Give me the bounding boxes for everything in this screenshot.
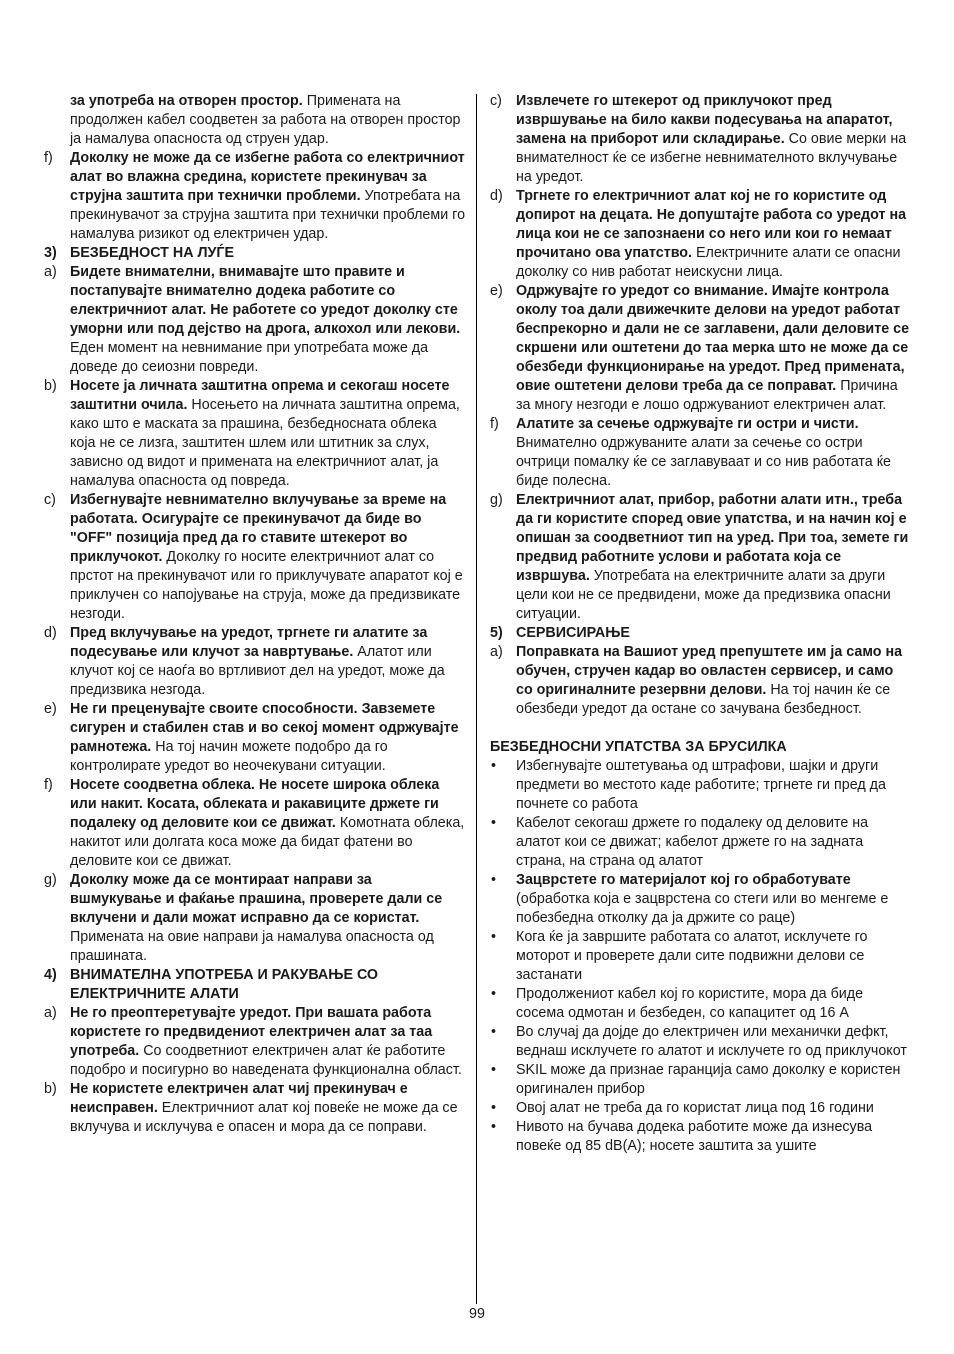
list-item: [44, 377, 466, 491]
item-marker: b): [44, 1081, 57, 1097]
item-bold-text: Избегнувајте невнимателно вклучување за време на работата. Осигурајте се прекинувачот да биде во "OFF" позиција пред да го ставите штекерот во приклучокот.: [70, 492, 447, 565]
item-marker: c): [490, 93, 502, 109]
item-text: На тој начин ќе се обезбеди уредот да остане со зачувана безбедност.: [516, 682, 891, 717]
item-text: Продолжениот кабел кој го користите, мора да биде сосема одмотан и безбеден, со капацитет од 16 A: [516, 986, 864, 1021]
section-gap: [490, 719, 912, 738]
bullet-item: [490, 871, 912, 928]
item-text: На тој начин можете подобро да го контролирате уредот во неочекувани ситуации.: [70, 739, 388, 774]
bullet-marker: •: [491, 815, 497, 831]
item-text: Кабелот секогаш држете го подалеку од деловите на алатот кои се движат; кабелот држете го на задната страна, на страна од алатот: [516, 815, 869, 869]
continued-paragraph: [44, 92, 466, 149]
item-text: Електричните алати се опасни доколку со нив работат неискусни лица.: [516, 245, 901, 280]
item-text: Кога ќе ја завршите работата со алатот, исклучете го моторот и проверете дали сите подвижни делови се застанати: [516, 929, 868, 983]
item-text: Употребата на прекинувачот за струјна заштита при технички проблеми го намалува ризикот од електричен удар.: [70, 188, 466, 242]
item-text: SKIL може да признае гаранција само доколку е користен оригинален прибор: [516, 1062, 901, 1097]
heading-text: СЕРВИСИРАЊЕ: [516, 625, 630, 641]
list-item: [44, 1080, 466, 1137]
item-text: Примената на продолжен кабел соодветен за работа на отворен простор ја намалува опасноста од струен удар.: [70, 93, 461, 147]
bullet-marker: •: [491, 986, 497, 1002]
item-text: Нивото на бучава додека работите може да изнесува повеќе од 85 dB(A); носете заштита за ушите: [516, 1119, 873, 1154]
item-text: Со соодветниот електричен алат ќе работите подобро и посигурно во наведената функционална област.: [70, 1043, 462, 1078]
item-marker: f): [490, 416, 499, 432]
bullet-marker: •: [491, 872, 497, 888]
item-marker: g): [490, 492, 503, 508]
item-text: Носењето на личната заштитна опрема, како што е маската за прашина, безбедносната облека која не се лизга, заштитен шлем или штитник за слух, зависно од видот и примената на електричниот алат, ја намалува опасноста од повреда.: [70, 397, 460, 489]
item-bold-text: Пред вклучување на уредот, тргнете ги алатите за подесување или клучот за навртување.: [70, 625, 428, 660]
bullet-item: [490, 814, 912, 871]
item-text: Електричниот алат кој повеќе не може да се вклучува и исклучува е опасен и мора да се поправи.: [70, 1100, 458, 1135]
item-marker: f): [44, 150, 53, 166]
item-marker: a): [490, 644, 503, 660]
section-heading: [44, 966, 466, 1004]
item-text: Овој алат не треба да го користат лица под 16 години: [516, 1100, 874, 1116]
item-bold-text: Не го преоптеретувајте уредот. При вашата работа користете го предвидениот електричен алат за таа употреба.: [70, 1005, 433, 1059]
bullet-item: [490, 1118, 912, 1156]
item-text: Еден момент на невнимание при употребата може да доведе до сеиозни повреди.: [70, 340, 429, 375]
item-marker: d): [44, 625, 57, 641]
list-item: [490, 643, 912, 719]
section-title-text: БЕЗБЕДНОСНИ УПАТСТВА ЗА БРУСИЛКА: [490, 739, 787, 755]
bullet-marker: •: [491, 929, 497, 945]
heading-text: БЕЗБЕДНОСТ НА ЛУЃЕ: [70, 245, 235, 261]
bullet-marker: •: [491, 1024, 497, 1040]
bullet-marker: •: [491, 1119, 497, 1135]
item-text: Доколку го носите електричниот алат со прстот на прекинувачот или го приклучувате апаратот кој е приклучен со напојување на струја, може да предизвикате незгоди.: [70, 549, 463, 622]
item-bold-text: Тргнете го електричниот алат кој не го користите од допирот на децата. Не допуштајте работа со уредот на лица кои не се запознаени со него или кои го немаат прочитано ова упатство.: [516, 188, 907, 261]
item-marker: c): [44, 492, 56, 508]
item-marker: 4): [44, 967, 57, 983]
list-item: [490, 491, 912, 624]
item-bold-text: Не користете електричен алат чиј прекинувач е неисправен.: [70, 1081, 408, 1116]
bullet-item: [490, 757, 912, 814]
item-bold-text: Алатите за сечење одржувајте ги остри и чисти.: [516, 416, 859, 432]
item-marker: b): [44, 378, 57, 394]
list-item: [490, 187, 912, 282]
bullet-item: [490, 928, 912, 985]
item-bold-text: Одржувајте го уредот со внимание. Имајте контрола околу тоа дали движечките делови на уредот работат беспрекорно и дали не се заглавени, дали деловите се скршени или оштетени до таа мерка што не може да се обезбеди функционирање на уредот. Пред примената, овие оштетени делови треба да се поправат.: [516, 283, 910, 394]
item-text: Причина за многу незгоди е лошо одржуваниот електричен алат.: [516, 378, 898, 413]
bullet-item: [490, 1099, 912, 1118]
heading-text: ВНИМАТЕЛНА УПОТРЕБА И РАКУВАЊЕ СО ЕЛЕКТРИЧНИТЕ АЛАТИ: [70, 967, 379, 1002]
item-bold-text: Зацврстете го материјалот кој го обработувате: [516, 872, 851, 888]
bullet-marker: •: [491, 1100, 497, 1116]
item-marker: e): [490, 283, 503, 299]
item-marker: 3): [44, 245, 57, 261]
item-bold-text: Бидете внимателни, внимавајте што правите и постапувајте внимателно додека работите со електричниот алат. Не работете со уредот доколку сте уморни или под дејство на дрога, алкохол или лекови.: [70, 264, 461, 337]
item-text: Во случај да дојде до електричен или механички дефкт, веднаш исклучете го алатот и исклучете го од приклучокот: [516, 1024, 907, 1059]
section-heading: [44, 244, 466, 263]
item-marker: a): [44, 264, 57, 280]
item-bold-text: Носете ја личната заштитна опрема и секогаш носете заштитни очила.: [70, 378, 450, 413]
list-item: [44, 871, 466, 966]
item-text: (обработка која е зацврстена со стеги или во менгеме е побезбедна отколку да ја држите со раце): [516, 891, 889, 926]
item-text: Употребата на електричните алати за други цели кои не се предвидени, може да предизвика опасни ситуации.: [516, 568, 891, 622]
item-bold-text: Поправката на Вашиот уред препуштете им ја само на обучен, стручен кадар во овластен сервисер, и само со оригиналните резервни делови.: [516, 644, 903, 698]
list-item: [44, 700, 466, 776]
item-marker: d): [490, 188, 503, 204]
list-item: [44, 624, 466, 700]
section-title: [490, 738, 912, 757]
item-text: Со овие мерки на внимателност ќе се избегне невнимателното вклучување на уредот.: [516, 131, 907, 185]
page-number: 99: [469, 1306, 485, 1322]
item-text: Внимателно одржуваните алати за сечење со остри очтрици помалку ќе се заглавуваат и со нив работата ќе биде полесна.: [516, 435, 891, 489]
item-bold-text: Извлечете го штекерот од приклучокот пред извршување на било какви подесувања на апаратот, замена на приборот или складирање.: [516, 93, 893, 147]
item-marker: a): [44, 1005, 57, 1021]
item-bold-text: Доколку може да се монтираат направи за вшмукување и фаќање прашина, проверете дали се вклучени и дали можат исправно да се користат.: [70, 872, 443, 926]
bullet-item: [490, 1023, 912, 1061]
item-bold-text: Носете соодветна облека. Не носете широка облека или накит. Косата, облеката и ракавиците држете ги подалеку од деловите кои се движат.: [70, 777, 440, 831]
item-bold-text: Не ги преценувајте своите способности. Завземете сигурен и стабилен став и во секој момент одржувајте рамнотежа.: [70, 701, 459, 755]
item-text: Избегнувајте оштетувања од штрафови, шајки и други предмети во местото каде работите; тргнете ги пред да почнете со работа: [516, 758, 886, 812]
item-marker: 5): [490, 625, 503, 641]
item-marker: f): [44, 777, 53, 793]
list-item: [490, 282, 912, 415]
item-marker: e): [44, 701, 57, 717]
bullet-marker: •: [491, 758, 497, 774]
list-item: [490, 92, 912, 187]
list-item: [44, 776, 466, 871]
column-divider: [476, 94, 477, 1304]
right-column: [490, 92, 912, 1156]
bullet-marker: •: [491, 1062, 497, 1078]
section-heading: [490, 624, 912, 643]
item-text: Примената на овие направи ја намалува опасноста од прашината.: [70, 929, 434, 964]
item-bold-text: за употреба на отворен простор.: [70, 93, 303, 109]
item-marker: g): [44, 872, 57, 888]
list-item: [44, 263, 466, 377]
item-text: Комотната облека, накитот или долгата коса може да бидат фатени во деловите кои се движат.: [70, 815, 465, 869]
bullet-item: [490, 985, 912, 1023]
left-column: [44, 92, 466, 1137]
list-item: [44, 491, 466, 624]
item-bold-text: Електричниот алат, прибор, работни алати итн., треба да ги користите според овие упатства, и на начин кој е опишан за соодветниот тип на уред. При тоа, земете ги предвид работните услови и работата која се извршува.: [516, 492, 909, 584]
list-item: [44, 149, 466, 244]
item-bold-text: Доколку не може да се избегне работа со електричниот алат во влажна средина, користете прекинувач за струјна заштита при технички проблеми.: [70, 150, 465, 204]
list-item: [44, 1004, 466, 1080]
bullet-item: [490, 1061, 912, 1099]
item-text: Алатот или клучот кој се наоѓа во вртливиот дел на уредот, може да предизвика незгода.: [70, 644, 445, 698]
list-item: [490, 415, 912, 491]
